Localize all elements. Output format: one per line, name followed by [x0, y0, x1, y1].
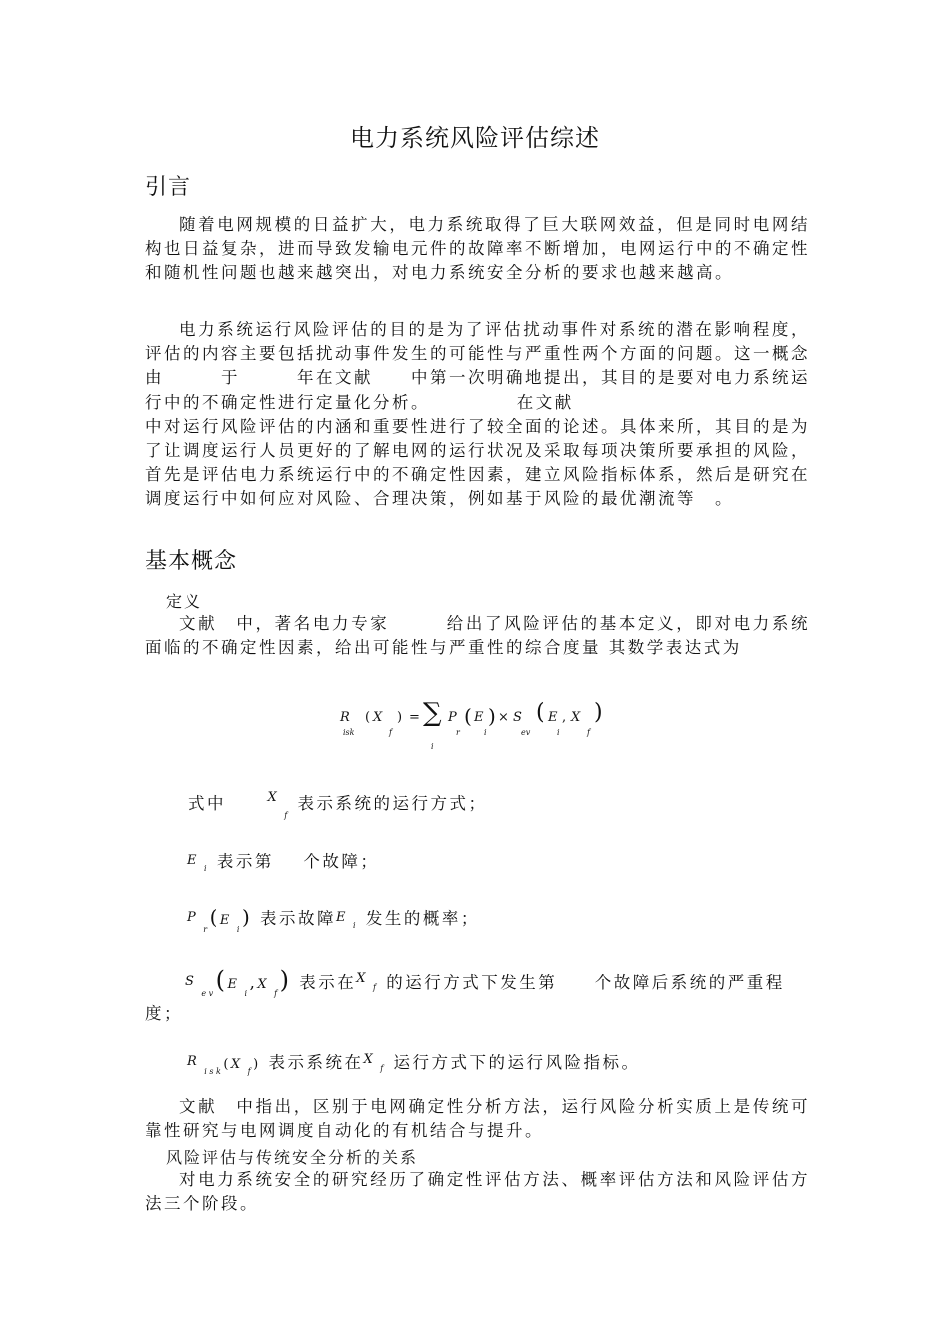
formula-E2: E	[548, 710, 558, 725]
where-pr-text-b: 发生的概率；	[365, 909, 480, 928]
formula-lparen-2: (	[464, 704, 472, 728]
heading-definition: 定义	[166, 592, 203, 611]
definition-text: 文献 中，著名电力专家 给出了风险评估的基本定义，即对电力系统面临的不确定性因素，给出可能性与严重性的综合度量 其数学表达式为	[145, 614, 810, 658]
document-title: 电力系统风险评估综述	[350, 124, 600, 152]
formula-equals: =	[409, 710, 420, 725]
heading-relation: 风险评估与传统安全分析的关系	[166, 1148, 419, 1167]
formula-ev: ev	[521, 728, 531, 737]
where-ei-E: E	[187, 853, 199, 868]
relation-text: 对电力系统安全的研究经历了确定性评估方法、概率评估方法和风险评估方法三个阶段。	[145, 1170, 810, 1214]
formula-R: R	[340, 710, 350, 725]
intro-text-1: 随着电网规模的日益扩大，电力系统取得了巨大联网效益，但是同时电网结构也日益复杂，进而导致发输电元件的故障率不断增加，电网运行中的不确定性和随机性问题也越来越突出，对电力系统安全分析的要求也越来越高。	[145, 215, 810, 283]
where-prefix: 式中	[188, 794, 226, 813]
where-sev-line-2: 度；	[145, 1004, 183, 1023]
formula-S: S	[513, 710, 522, 725]
where-sev-X: X	[257, 977, 270, 992]
where-ei-text-b: 个故障；	[303, 852, 380, 871]
definition-text-2: 文献 中指出，区别于电网确定性分析方法，运行风险分析实质上是传统可靠性研究与电网调度自动化的有机结合与提升。	[145, 1097, 810, 1141]
where-sev-text-b: 的运行方式下发生第	[386, 973, 558, 992]
formula-X: X	[373, 710, 383, 725]
definition-paragraph	[145, 612, 810, 660]
risk-formula	[335, 696, 625, 756]
relation-paragraph	[145, 1168, 810, 1216]
where-pr-P: P	[187, 910, 199, 925]
where-xf-f: f	[284, 811, 290, 820]
where-xf-X: X	[267, 790, 280, 805]
where-sev-E: E	[227, 977, 240, 992]
where-sev-text-c: 个故障后系统的严重程	[594, 973, 785, 992]
where-risk-line: $R_{isk}(X$ $_f$) 表示系统在$^X$f 运行方式下的运行风险指标。	[187, 1052, 641, 1076]
formula-sum: ∑	[423, 698, 442, 728]
formula-lparen: (	[365, 710, 371, 725]
formula-P: P	[448, 710, 457, 725]
where-risk-R: R	[187, 1054, 200, 1069]
formula-X2: X	[571, 710, 581, 725]
where-risk-isk: isk	[204, 1067, 224, 1076]
where-pr-text-a: 表示故障	[260, 909, 337, 928]
definition-paragraph-2	[145, 1095, 810, 1143]
where-risk-text-a: 表示系统在	[268, 1053, 364, 1072]
where-risk-text-b: 运行方式下的运行风险指标。	[393, 1053, 641, 1072]
where-xf-text: 表示系统的运行方式；	[297, 794, 488, 813]
heading-basic-concepts: 基本概念	[145, 549, 238, 574]
formula-i: i	[484, 728, 487, 737]
intro-paragraph-2	[145, 318, 810, 512]
formula-f2: f	[587, 728, 590, 737]
formula-E: E	[474, 710, 484, 725]
formula-isk: isk	[343, 728, 355, 737]
where-pr-E: E	[219, 913, 232, 928]
formula-r: r	[456, 728, 460, 737]
where-sev-ev: ev	[201, 989, 216, 998]
where-risk-X: X	[230, 1057, 243, 1072]
formula-rparen-3: )	[594, 700, 603, 725]
formula-rparen: )	[397, 710, 403, 725]
heading-introduction: 引言	[145, 175, 192, 200]
formula-comma: ,	[562, 710, 567, 725]
intro-text-2b: 中对运行风险评估的内涵和重要性进行了较全面的论述。具体来所，其目的是为了让调度运行人员更好的了解电网的运行状况及采取每项决策所要承担的风险，首先是评估电力系统运行中的不确定性因素，建立风险指标体系，然后是研究在调度运行中如何应对风险、合理决策，例如基于风险的最优潮流等 。	[145, 416, 810, 509]
where-sev-S: S	[185, 974, 197, 989]
formula-times: ×	[498, 710, 509, 725]
where-sev-text-a: 表示在	[299, 973, 357, 992]
where-ei-text-a: 表示第	[216, 852, 274, 871]
formula-i2: i	[557, 728, 560, 737]
where-pr-line: $P_r(E_i)$ 表示故障$E_i$ 发生的概率；	[187, 905, 480, 934]
where-pr-E2: E	[336, 910, 349, 925]
where-xf-line	[188, 790, 488, 820]
where-risk-X2: X	[363, 1052, 376, 1067]
where-ei-i: i	[204, 864, 210, 873]
where-pr-i2: i	[353, 921, 359, 930]
where-sev-f: f	[274, 989, 280, 998]
where-pr-r: r	[203, 925, 210, 934]
intro-paragraph-1	[145, 213, 810, 286]
intro-text-2a: 电力系统运行风险评估的目的是为了评估扰动事件对系统的潜在影响程度，评估的内容主要包括扰动事件发生的可能性与严重性两个方面的问题。这一概念由 于 年在文献 中第一次明确地提出，其目的是要对电力系统运行中的不确定性进行定量化分析。 在文献	[145, 320, 810, 412]
formula-rparen-2: )	[488, 704, 496, 728]
where-risk-f2: f	[380, 1064, 386, 1073]
where-pr-i: i	[236, 925, 242, 934]
formula-sum-index: i	[431, 742, 434, 751]
formula-lparen-3: (	[536, 700, 545, 725]
where-sev-X2: X	[356, 971, 368, 986]
formula-f: f	[389, 728, 392, 737]
where-sev-line: $S_{ev}(E_i,X_f)$ 表示在$^X$f 的运行方式下发生第 个故障后系统的严重程	[185, 966, 785, 998]
where-sev-f2: f	[372, 983, 379, 992]
where-ei-line	[187, 848, 379, 872]
where-sev-i: i	[244, 989, 250, 998]
where-risk-f: f	[247, 1067, 254, 1076]
